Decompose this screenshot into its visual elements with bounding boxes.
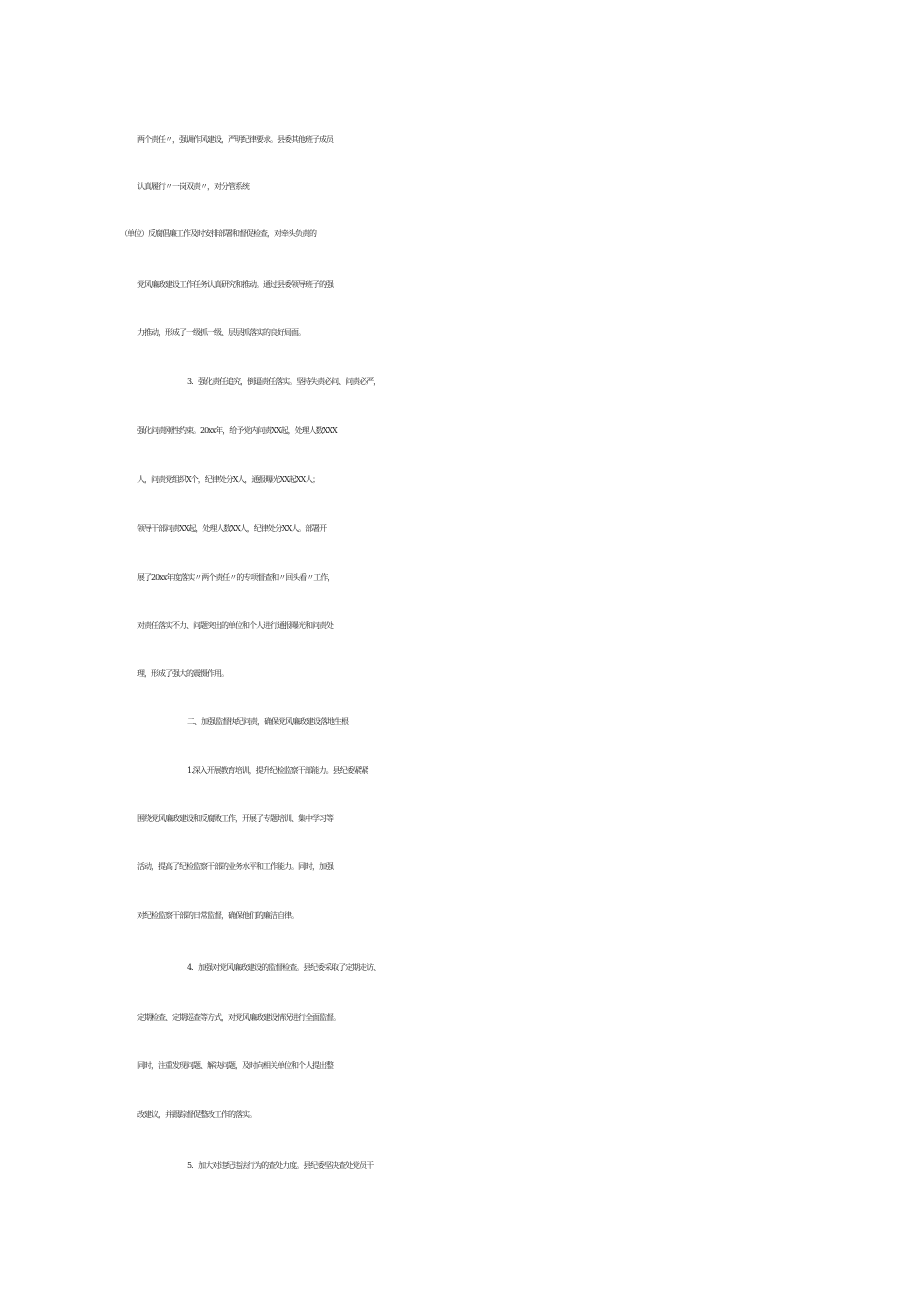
text-line: 活动，提高了纪检监察干部的业务水平和工作能力。同时，加强 <box>137 862 333 871</box>
text-line: 4．加强对党风廉政建设的监督检查。县纪委采取了定期走访、 <box>187 963 381 972</box>
text-line: 领导干部问责XX起，处理人数XX人，纪律处分XX人。部署开 <box>137 524 327 533</box>
text-line: 围绕党风廉政建设和反腐败工作，开展了专题培训、集中学习等 <box>137 814 333 823</box>
text-line: 两个责任〃，强调作风建设，严明纪律要求。县委其他班子成员 <box>137 135 333 144</box>
text-line: 改建议，并跟踪督促整改工作的落实。 <box>137 1110 256 1119</box>
text-line: 3．强化责任追究，倒逼责任落实。坚持失责必问、问责必严， <box>187 377 381 386</box>
text-line: 认真履行〃一岗双责〃，对分管系统 <box>137 182 249 191</box>
text-line: 1.深入开展教育培训，提升纪检监察干部能力。县纪委紧紧 <box>187 766 368 775</box>
section-heading: 二、加强监督执纪问责，确保党风廉政建设落地生根 <box>187 717 348 726</box>
text-line: 力推动，形成了一级抓一级、层层抓落实的良好局面。 <box>137 328 305 337</box>
text-line: 定期检查、定期巡查等方式，对党风廉政建设情况进行全面监督。 <box>137 1013 340 1022</box>
text-line: 强化问责刚性约束。20xx年，给予党内问责XX起，处理人数XXX <box>137 426 337 435</box>
text-line: （单位）反腐倡廉工作及时安排部署和督促检查，对牵头负责的 <box>120 229 316 238</box>
text-line: 党风廉政建设工作任务认真研究和推动。通过县委领导班子的强 <box>137 280 333 289</box>
text-line: 人，问责党组织X个，纪律处分X人，通报曝光XX起XX人； <box>137 475 320 484</box>
text-line: 理，形成了强大的震慑作用。 <box>137 669 228 678</box>
text-line: 对纪检监察干部的日常监督，确保他们的廉洁自律。 <box>137 911 298 920</box>
text-line: 同时，注重发现问题、解决问题，及时向相关单位和个人提出整 <box>137 1061 333 1070</box>
text-line: 5．加大对违纪违法行为的查处力度。县纪委坚决查处党员干 <box>187 1161 374 1170</box>
text-line: 展了20xx年度落实〃两个责任〃的专项督查和〃回头看〃工作， <box>137 573 335 582</box>
text-line: 对责任落实不力、问题突出的单位和个人进行通报曝光和问责处 <box>137 621 333 630</box>
